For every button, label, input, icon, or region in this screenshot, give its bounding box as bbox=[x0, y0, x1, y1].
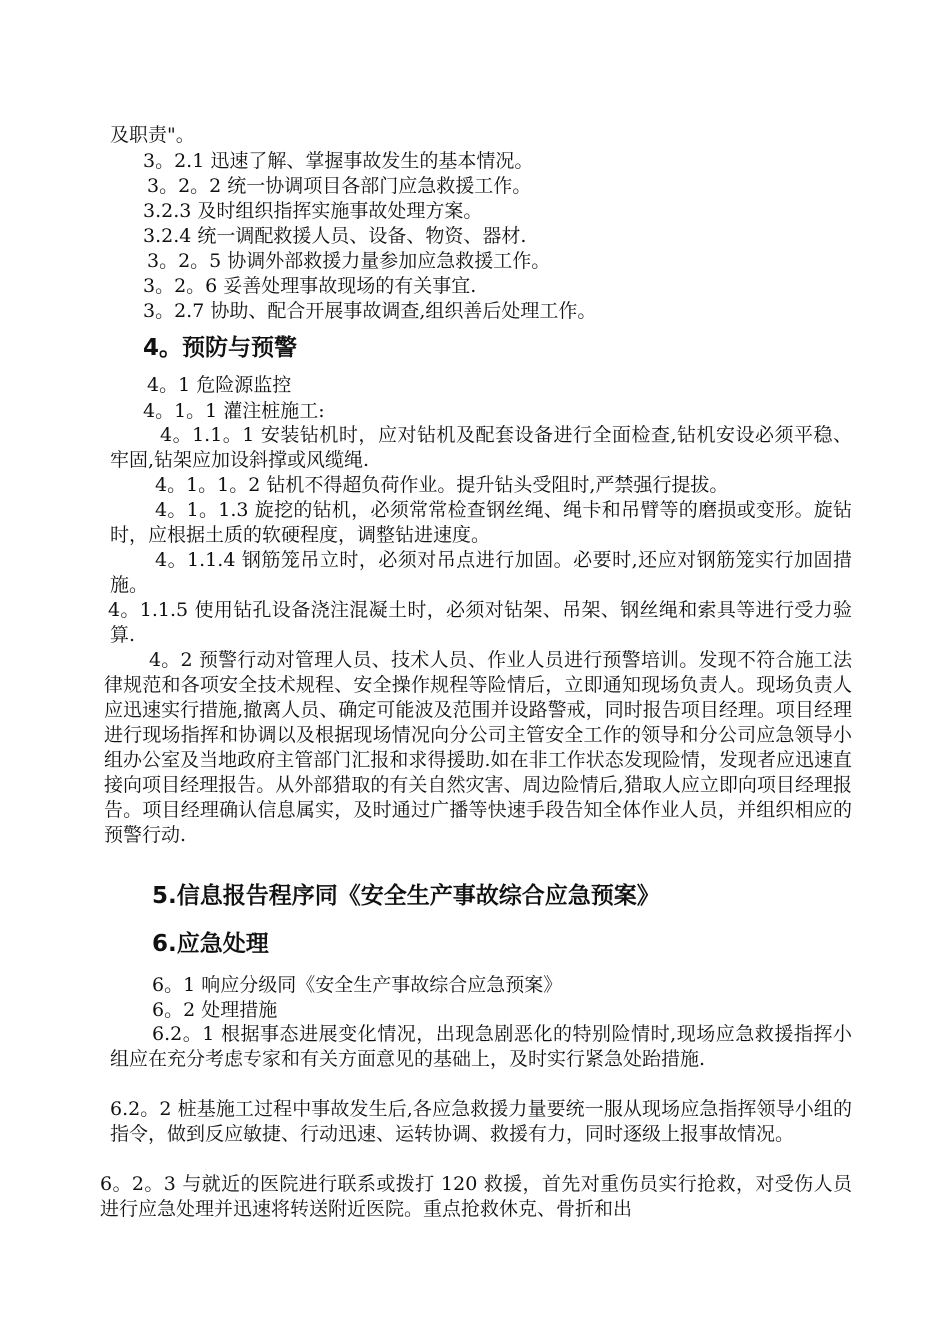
subsection-title: 4。1 危险源监控 bbox=[147, 374, 292, 396]
paragraph: 4。1.1.5 使用钻孔设备浇注混凝土时，必须对钻架、吊架、钢丝绳和索具等进行受力验算. bbox=[108, 599, 852, 646]
paragraph: 4。2 预警行动对管理人员、技术人员、作业人员进行预警培训。发现不符合施工法律规范和各项安全技术规程、安全操作规程等险情后，立即通知现场负责人。现场负责人应迅速实行措施,撤离人员、确定可能波及范围并设路警戒，同时报告项目经理。项目经理进行现场指挥和协调以及根据现场情况向分公司主管安全工作的领导和分公司应急领导小组办公室及当地政府主管部门汇报和求得援助.如在非工作状态发现险情，发现者应迅速直接向项目经理报告。从外部猎取的有关自然灾害、周边险情后,猎取人应立即向项目经理报告。项目经理确认信息属实，及时通过广播等快速手段告知全体作业人员，并组织相应的预警行动. bbox=[104, 649, 852, 846]
section-heading-6: 6.应急处理 bbox=[152, 931, 269, 957]
text-line: 3.2.3 及时组织指挥实施事故处理方案。 bbox=[143, 200, 483, 222]
subsection-title: 6。1 响应分级同《安全生产事故综合应急预案》 bbox=[152, 974, 563, 996]
section-heading-4: 4。预防与预警 bbox=[143, 335, 298, 361]
text-line: 3。2.7 协助、配合开展事故调查,组织善后处理工作。 bbox=[143, 300, 597, 322]
text-line: 3。2。6 妥善处理事故现场的有关事宜. bbox=[143, 275, 477, 297]
paragraph: 4。1。1。2 钻机不得超负荷作业。提升钻头受阻时,严禁强行提拔。 bbox=[155, 474, 729, 496]
section-heading-5: 5.信息报告程序同《安全生产事故综合应急预案》 bbox=[152, 883, 660, 909]
paragraph: 4。1.1。1 安装钻机时，应对钻机及配套设备进行全面检查,钻机安设必须平稳、牢固,钻架应加设斜撑或风缆绳. bbox=[110, 424, 852, 471]
text-line: 及职责"。 bbox=[110, 124, 195, 146]
paragraph: 6.2。2 桩基施工过程中事故发生后,各应急救援力量要统一服从现场应急指挥领导小组的指令，做到反应敏捷、行动迅速、运转协调、救援有力，同时逐级上报事故情况。 bbox=[110, 1098, 852, 1145]
paragraph: 4。1.1.4 钢筋笼吊立时，必须对吊点进行加固。必要时,还应对钢筋笼实行加固措施。 bbox=[110, 549, 852, 596]
text-line: 3。2.1 迅速了解、掌握事故发生的基本情况。 bbox=[143, 150, 534, 172]
paragraph: 6.2。1 根据事态进展变化情况，出现急剧恶化的特别险情时,现场应急救援指挥小组应在充分考虑专家和有关方面意见的基础上，及时实行紧急处跆措施. bbox=[110, 1023, 852, 1070]
subsection-title: 4。1。1 灌注桩施工: bbox=[143, 400, 325, 422]
paragraph: 6。2。3 与就近的医院进行联系或拨打 120 救援，首先对重伤员实行抢救，对受伤人员进行应急处理并迅速将转送附近医院。重点抢救休克、骨折和出 bbox=[100, 1173, 852, 1220]
paragraph: 4。1。1.3 旋挖的钻机，必须常常检查钢丝绳、绳卡和吊臂等的磨损或变形。旋钻时，应根据土质的软硬程度，调整钻进速度。 bbox=[110, 499, 852, 546]
text-line: 3。2。5 协调外部救援力量参加应急救援工作。 bbox=[147, 250, 551, 272]
subsection-title: 6。2 处理措施 bbox=[152, 999, 278, 1021]
text-line: 3。2。2 统一协调项目各部门应急救援工作。 bbox=[147, 175, 532, 197]
text-line: 3.2.4 统一调配救援人员、设备、物资、器材. bbox=[143, 225, 527, 247]
